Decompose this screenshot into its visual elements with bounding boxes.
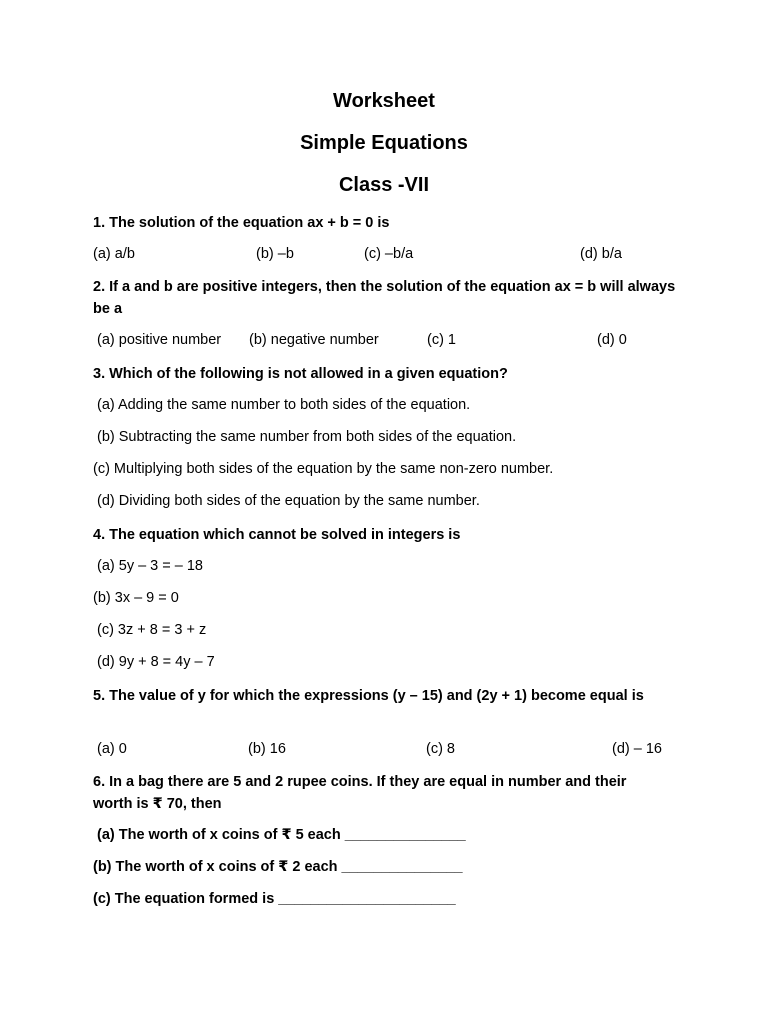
q4-option-a: (a) 5y – 3 = – 18 — [97, 558, 203, 574]
q1-option-c: (c) –b/a — [364, 246, 414, 262]
q2-option-d: (d) 0 — [597, 332, 627, 348]
question-1: 1. The solution of the equation ax + b = 0 is — [93, 215, 390, 231]
q4-option-c: (c) 3z + 8 = 3 + z — [97, 622, 207, 638]
q5-option-d: (d) – 16 — [612, 741, 662, 757]
question-3: 3. Which of the following is not allowed in a given equation? — [93, 366, 508, 382]
q1-option-b: (b) –b — [256, 246, 294, 262]
question-5: 5. The value of y for which the expressions (y – 15) and (2y + 1) become equal is — [93, 688, 644, 704]
question-6: 6. In a bag there are 5 and 2 rupee coins. If they are equal in number and their worth is ₹ 70, then — [93, 774, 627, 812]
question-2: 2. If a and b are positive integers, then the solution of the equation ax = b will always be a — [93, 279, 676, 317]
q3-option-a: (a) Adding the same number to both sides of the equation. — [97, 397, 471, 413]
q1-option-d: (d) b/a — [580, 246, 622, 262]
q2-option-b: (b) negative number — [249, 332, 379, 348]
q5-option-c: (c) 8 — [426, 741, 455, 757]
q5-option-a: (a) 0 — [97, 741, 127, 757]
q5-option-b: (b) 16 — [248, 741, 286, 757]
q6-part-c: (c) The equation formed is ______________________ — [93, 891, 456, 907]
q6-part-a: (a) The worth of x coins of ₹ 5 each _______________ — [97, 827, 466, 843]
q3-option-c: (c) Multiplying both sides of the equation by the same non-zero number. — [93, 461, 554, 477]
q4-option-b: (b) 3x – 9 = 0 — [93, 590, 179, 606]
q4-option-d: (d) 9y + 8 = 4y – 7 — [97, 654, 215, 670]
class-title: Class -VII — [338, 174, 430, 196]
subject-title: Simple Equations — [300, 132, 468, 154]
q1-option-a: (a) a/b — [93, 246, 135, 262]
q2-option-c: (c) 1 — [427, 332, 456, 348]
worksheet-title: Worksheet — [333, 90, 435, 112]
question-4: 4. The equation which cannot be solved in integers is — [93, 527, 461, 543]
q3-option-b: (b) Subtracting the same number from both sides of the equation. — [97, 429, 517, 445]
q6-part-b: (b) The worth of x coins of ₹ 2 each _______________ — [93, 859, 463, 875]
q2-option-a: (a) positive number — [97, 332, 222, 348]
q3-option-d: (d) Dividing both sides of the equation by the same number. — [97, 493, 480, 509]
